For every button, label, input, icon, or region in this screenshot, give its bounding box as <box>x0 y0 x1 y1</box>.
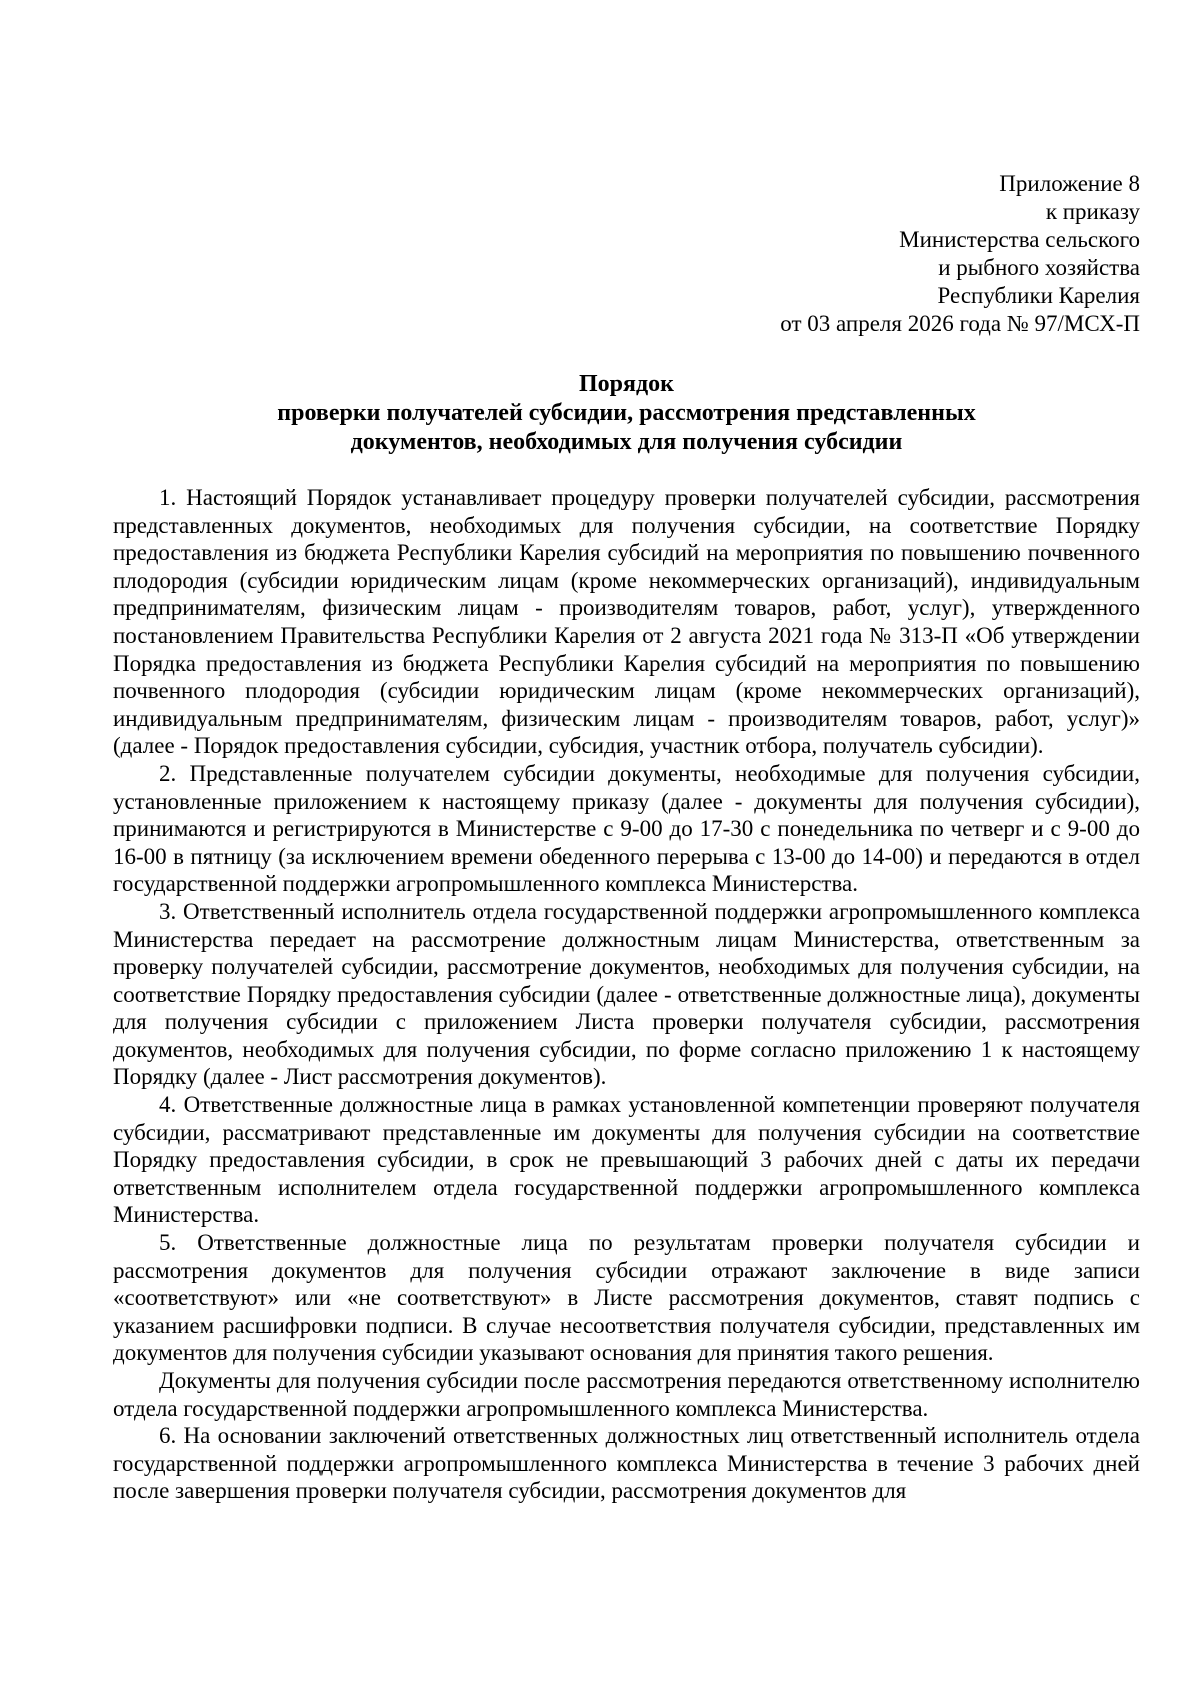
paragraph-2: 2. Представленные получателем субсидии документы, необходимые для получения субсидии, установленные приложением к настоящему приказу (далее - документы для получения субсидии), принимаются и регистрируются в Министерстве с 9-00 до 17-30 с понедельника по четверг и с 9-00 до 16-00 в пятницу (за исключением времени обеденного перерыва с 13-00 до 14-00) и передаются в отдел государственной поддержки агропромышленного комплекса Министерства. <box>113 760 1140 897</box>
paragraph-5-continued: Документы для получения субсидии после рассмотрения передаются ответственному исполнителю отдела государственной поддержки агропромышленного комплекса Министерства. <box>113 1368 1140 1421</box>
title-line: проверки получателей субсидии, рассмотрения представленных <box>277 400 976 426</box>
paragraph-6: 6. На основании заключений ответственных должностных лиц ответственный исполнитель отдела государственной поддержки агропромышленного комплекса Министерства в течение 3 рабочих дней после завершения проверки получателя субсидии, рассмотрения документов для <box>113 1423 1140 1504</box>
appendix-line: Приложение 8 <box>999 171 1140 196</box>
paragraph-4: 4. Ответственные должностные лица в рамках установленной компетенции проверяют получателя субсидии, рассматривают представленные им документы для получения субсидии на соответствие Порядку предоставления субсидии, в срок не превышающий 3 рабочих дней с даты их передачи ответственным исполнителем отдела государственной поддержки агропромышленного комплекса Министерства. <box>113 1092 1140 1228</box>
appendix-header <box>113 170 1140 338</box>
paragraph-3: 3. Ответственный исполнитель отдела государственной поддержки агропромышленного комплекса Министерства передает на рассмотрение должностным лицам Министерства, ответственным за проверку получателей субсидии, рассмотрение документов, необходимых для получения субсидии, на соответствие Порядку предоставления субсидии (далее - ответственные должностные лица), документы для получения субсидии с приложением Листа проверки получателя субсидии, рассмотрения документов, необходимых для получения субсидии, по форме согласно приложению 1 к настоящему Порядку (далее - Лист рассмотрения документов). <box>113 898 1140 1090</box>
paragraph-1: 1. Настоящий Порядок устанавливает процедуру проверки получателей субсидии, рассмотрения представленных документов, необходимых для получения субсидии, на соответствие Порядку предоставления из бюджета Республики Карелия субсидий на мероприятия по повышению почвенного плодородия (субсидии юридическим лицам (кроме некоммерческих организаций), индивидуальным предпринимателям, физическим лицам - производителям товаров, работ, услуг), утвержденного постановлением Правительства Республики Карелия от 2 августа 2021 года № 313-П «Об утверждении Порядка предоставления из бюджета Республики Карелия субсидий на мероприятия по повышению почвенного плодородия (субсидии юридическим лицам (кроме некоммерческих организаций), индивидуальным предпринимателям, физическим лицам - производителям товаров, работ, услуг)» (далее - Порядок предоставления субсидии, субсидия, участник отбора, получатель субсидии). <box>113 485 1140 759</box>
appendix-line: и рыбного хозяйства <box>938 255 1140 280</box>
appendix-line: к приказу <box>1045 199 1140 224</box>
document-title <box>113 370 1140 457</box>
paragraph-5: 5. Ответственные должностные лица по результатам проверки получателя субсидии и рассмотрения документов для получения субсидии отражают заключение в виде записи «соответствуют» или «не соответствуют» в Листе рассмотрения документов, ставят подпись с указанием расшифровки подписи. В случае несоответствия получателя субсидии, представленных им документов для получения субсидии указывают основания для принятия такого решения. <box>113 1230 1140 1366</box>
appendix-line: Министерства сельского <box>899 227 1140 252</box>
title-line: документов, необходимых для получения субсидии <box>350 429 903 455</box>
title-line: Порядок <box>579 371 674 397</box>
document-body <box>113 484 1140 1505</box>
appendix-line: Республики Карелия <box>937 283 1140 308</box>
appendix-line: от 03 апреля 2026 года № 97/МСХ-П <box>780 311 1140 336</box>
